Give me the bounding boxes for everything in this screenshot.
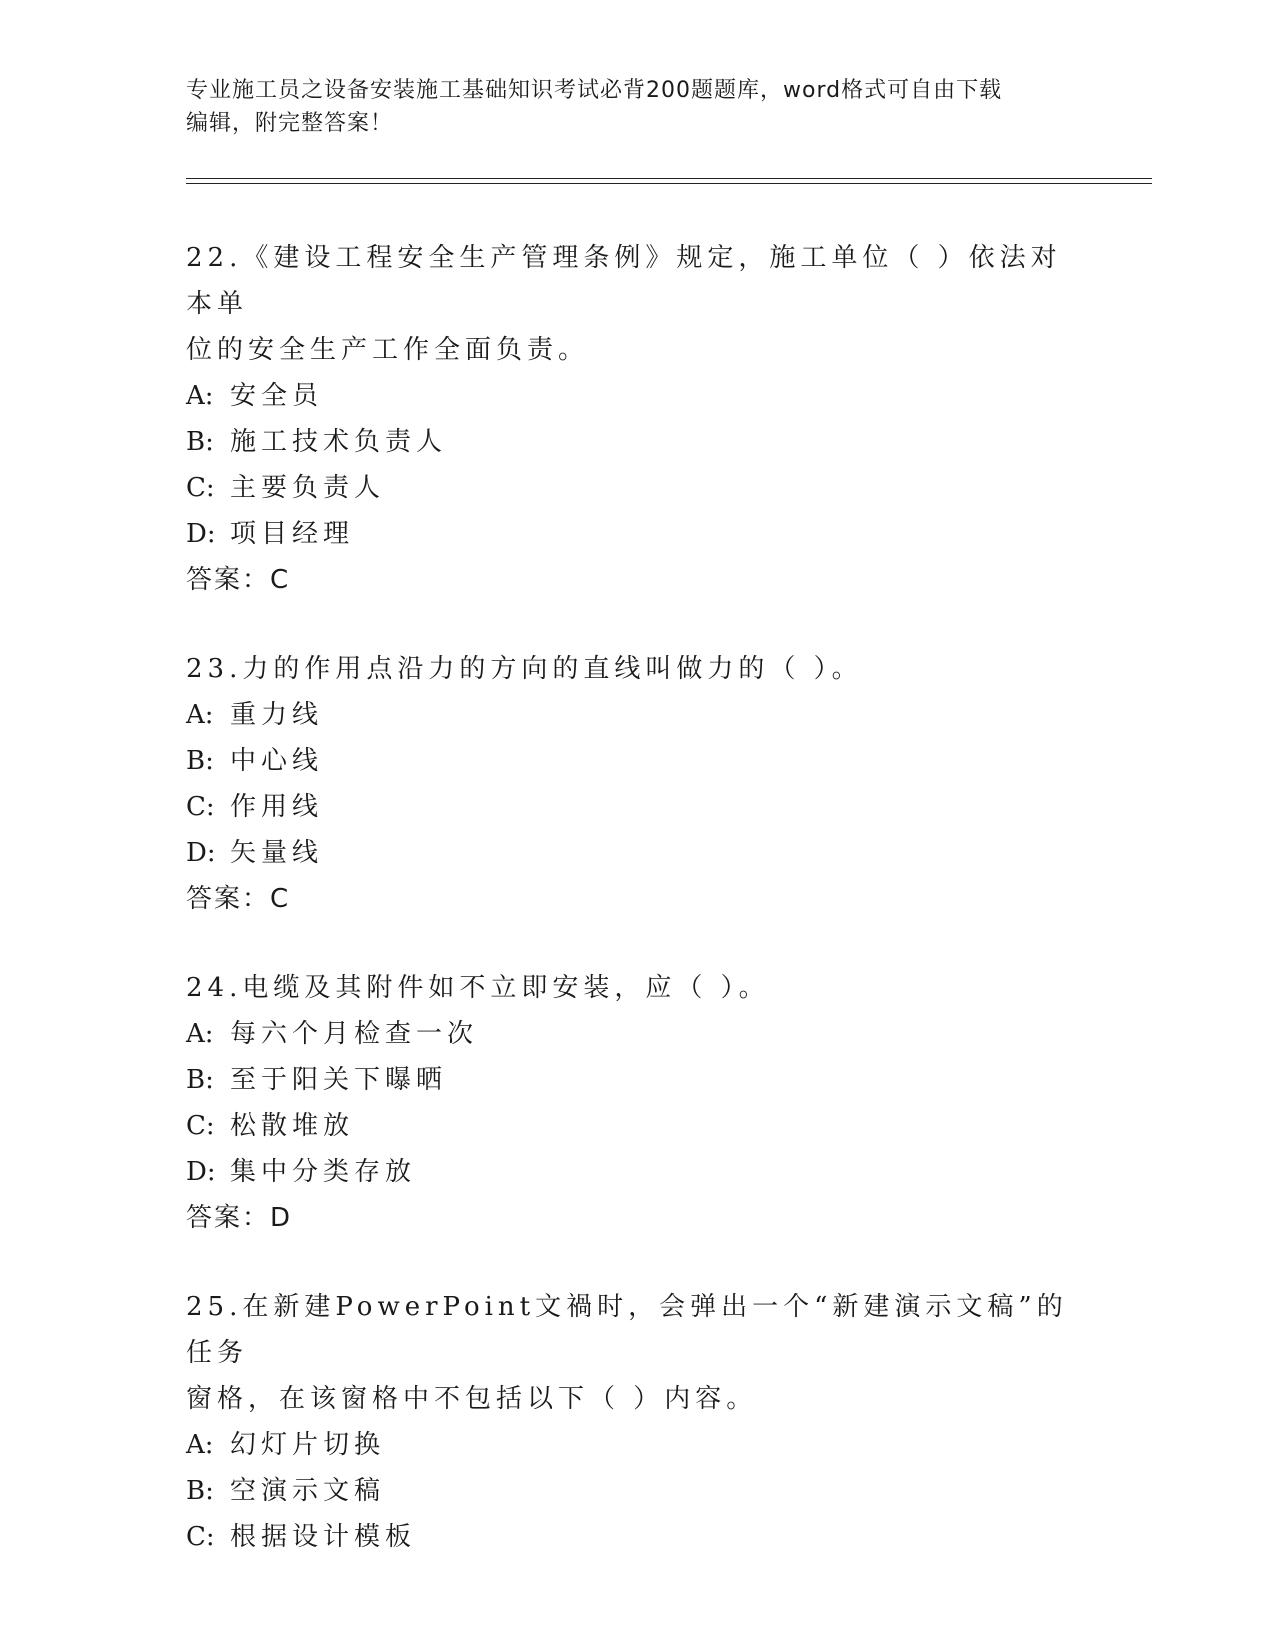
option-d (186, 1149, 1086, 1195)
question-stem-line: 位的安全生产工作全面负责。 (186, 335, 590, 365)
option-text: 空演示文稿 (230, 1476, 386, 1506)
option-text: 松散堆放 (230, 1111, 355, 1141)
option-a (186, 692, 1086, 738)
option-letter: B: (186, 746, 214, 776)
option-a (186, 1011, 1086, 1057)
option-letter: C: (186, 792, 215, 822)
option-b (186, 738, 1086, 784)
option-text: 安全员 (230, 381, 324, 411)
answer-line: 答案：C (186, 884, 291, 914)
option-c (186, 1514, 1086, 1560)
question-list (186, 235, 1086, 1603)
option-letter: A: (186, 1430, 214, 1460)
option-b (186, 419, 1086, 465)
option-a (186, 1422, 1086, 1468)
question-stem-line: 25.在新建PowerPoint文禍时，会弹出一个“新建演示文稿”的任务 (186, 1292, 1068, 1368)
question-24 (186, 965, 1086, 1241)
option-text: 每六个月检查一次 (230, 1019, 479, 1049)
option-text: 施工技术负责人 (230, 427, 448, 457)
option-c (186, 784, 1086, 830)
option-c (186, 1103, 1086, 1149)
question-25 (186, 1284, 1086, 1560)
option-letter: B: (186, 1476, 214, 1506)
option-text: 矢量线 (230, 838, 324, 868)
header-divider-bottom (186, 183, 1152, 184)
option-text: 中心线 (230, 746, 324, 776)
option-letter: C: (186, 1522, 215, 1552)
option-letter: D: (186, 1157, 216, 1187)
option-letter: B: (186, 1065, 214, 1095)
question-22 (186, 235, 1086, 603)
option-letter: A: (186, 1019, 214, 1049)
answer-line: 答案：D (186, 1203, 293, 1233)
option-text: 主要负责人 (230, 473, 386, 503)
option-letter: D: (186, 838, 216, 868)
option-letter: C: (186, 1111, 215, 1141)
option-letter: A: (186, 381, 214, 411)
header-divider-top (186, 178, 1152, 179)
option-text: 项目经理 (230, 519, 355, 549)
option-text: 作用线 (230, 792, 324, 822)
option-b (186, 1057, 1086, 1103)
question-23 (186, 646, 1086, 922)
option-text: 集中分类存放 (230, 1157, 417, 1187)
option-letter: D: (186, 519, 216, 549)
document-header (186, 74, 1086, 140)
option-c (186, 465, 1086, 511)
question-stem-line: 窗格，在该窗格中不包括以下（ ）内容。 (186, 1384, 758, 1414)
option-text: 幻灯片切换 (230, 1430, 386, 1460)
header-line-1: 专业施工员之设备安装施工基础知识考试必背200题题库，word格式可自由下载 (186, 78, 1003, 103)
option-letter: C: (186, 473, 215, 503)
question-stem-line: 23.力的作用点沿力的方向的直线叫做力的（ ）。 (186, 654, 863, 684)
question-stem-line: 24.电缆及其附件如不立即安装，应（ ）。 (186, 973, 770, 1003)
option-d (186, 511, 1086, 557)
header-line-2: 编辑，附完整答案！ (186, 111, 394, 136)
option-letter: B: (186, 427, 214, 457)
option-letter: A: (186, 700, 214, 730)
option-a (186, 373, 1086, 419)
option-b (186, 1468, 1086, 1514)
option-text: 根据设计模板 (230, 1522, 417, 1552)
answer-line: 答案：C (186, 565, 291, 595)
option-d (186, 830, 1086, 876)
option-text: 至于阳关下曝晒 (230, 1065, 448, 1095)
option-text: 重力线 (230, 700, 324, 730)
question-stem-line: 22.《建设工程安全生产管理条例》规定，施工单位（ ）依法对本单 (186, 243, 1062, 319)
